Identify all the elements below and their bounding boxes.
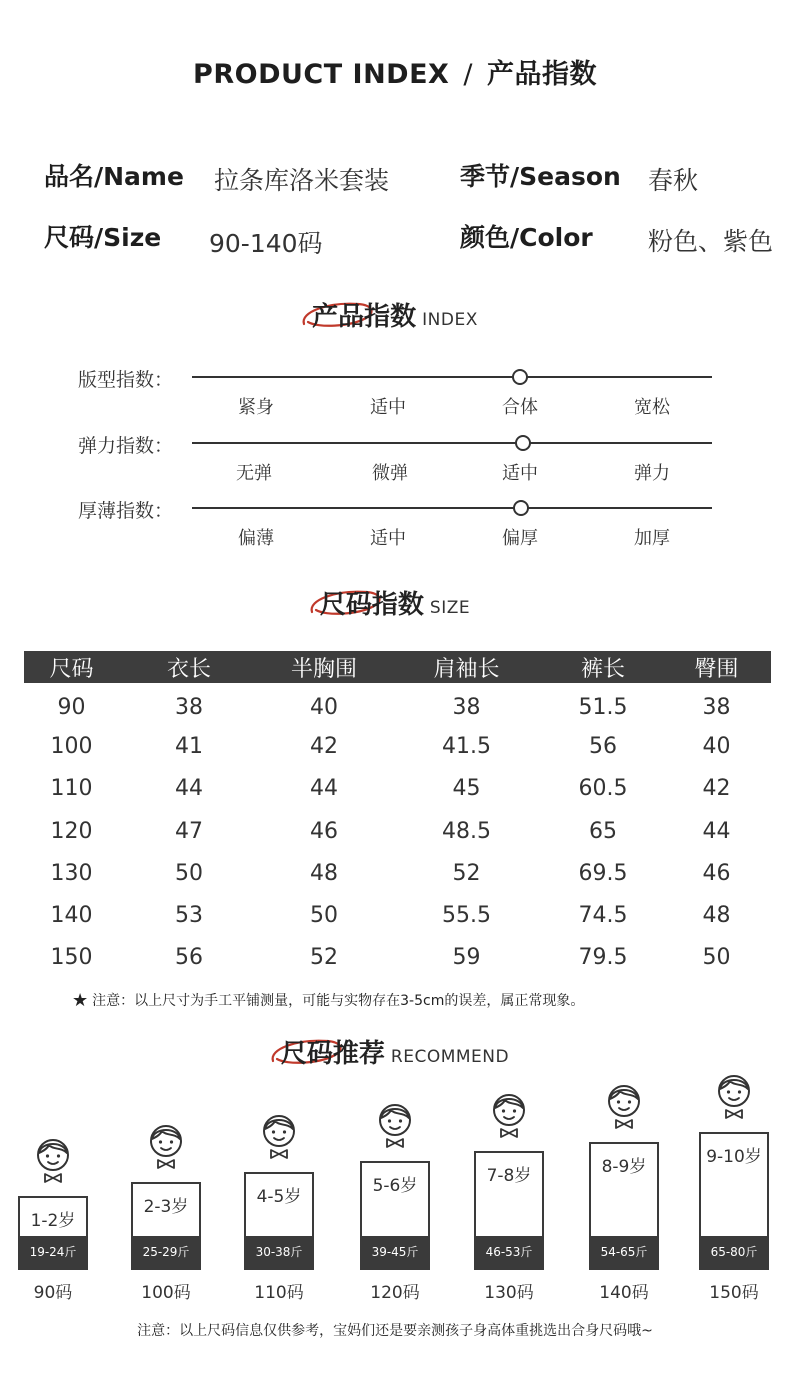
weight-label: 54-65斤 bbox=[591, 1236, 657, 1268]
table-cell: 52 bbox=[452, 860, 481, 886]
info-color bbox=[460, 218, 593, 254]
table-cell: 140 bbox=[50, 903, 93, 929]
size-table bbox=[24, 651, 771, 979]
info-season-value bbox=[648, 161, 698, 197]
table-cell: 110 bbox=[50, 776, 93, 802]
child-face-icon bbox=[257, 1112, 301, 1162]
table-row bbox=[24, 937, 771, 979]
info-season bbox=[460, 157, 621, 193]
column-header: 肩袖长 bbox=[389, 651, 544, 683]
recommend-section-title bbox=[0, 1033, 790, 1070]
weight-label: 46-53斤 bbox=[476, 1236, 542, 1268]
weight-label: 25-29斤 bbox=[133, 1236, 199, 1268]
weight-label: 30-38斤 bbox=[246, 1236, 312, 1268]
table-cell: 100 bbox=[50, 733, 93, 759]
table-cell: 90 bbox=[57, 694, 86, 720]
table-cell: 65 bbox=[589, 818, 617, 844]
child-face-icon bbox=[373, 1101, 417, 1151]
table-cell: 40 bbox=[702, 733, 731, 759]
index-marker bbox=[515, 435, 531, 451]
index-option: 微弹 bbox=[372, 463, 408, 484]
table-cell: 50 bbox=[175, 860, 203, 886]
age-label: 5-6岁 bbox=[372, 1176, 418, 1196]
table-cell: 51.5 bbox=[578, 694, 628, 720]
table-row bbox=[24, 725, 771, 767]
index-option: 无弹 bbox=[236, 463, 272, 484]
table-cell: 59 bbox=[452, 945, 481, 971]
size-label: 100码 bbox=[141, 1283, 191, 1303]
info-size-value bbox=[209, 224, 323, 260]
column-header: 半胸围 bbox=[259, 651, 389, 683]
child-face-icon bbox=[712, 1072, 756, 1122]
table-cell: 50 bbox=[702, 945, 731, 971]
season-value: 春秋 bbox=[648, 166, 699, 195]
table-cell: 38 bbox=[452, 694, 481, 720]
child-face-icon bbox=[602, 1082, 646, 1132]
color-value: 粉色、紫色 bbox=[648, 227, 774, 256]
season-label: 季节/Season bbox=[460, 162, 621, 191]
recommend-title-en: RECOMMEND bbox=[390, 1047, 510, 1067]
child-face-icon bbox=[144, 1122, 188, 1172]
table-cell: 52 bbox=[310, 945, 338, 971]
column-header: 尺码 bbox=[24, 651, 119, 683]
title-separator: / bbox=[463, 59, 473, 90]
index-option: 弹力 bbox=[634, 463, 670, 484]
table-cell: 44 bbox=[175, 776, 203, 802]
index-title-cn: 产品指数 bbox=[312, 302, 417, 332]
size-note bbox=[72, 990, 584, 1011]
recommend-card bbox=[18, 1196, 88, 1270]
size-label: 130码 bbox=[484, 1283, 534, 1303]
page-title bbox=[0, 52, 790, 91]
table-row bbox=[24, 894, 771, 936]
table-cell: 69.5 bbox=[578, 860, 628, 886]
index-marker bbox=[513, 500, 529, 516]
index-option: 紧身 bbox=[238, 397, 274, 418]
table-cell: 120 bbox=[50, 818, 93, 844]
index-option: 适中 bbox=[370, 397, 406, 418]
index-row-label: 弹力指数： bbox=[78, 435, 174, 457]
title-en-wrap bbox=[193, 59, 449, 90]
age-label: 9-10岁 bbox=[706, 1147, 762, 1167]
info-name bbox=[44, 157, 184, 193]
name-value: 拉条库洛米套装 bbox=[214, 166, 390, 195]
table-row bbox=[24, 683, 771, 725]
size-label: 150码 bbox=[709, 1283, 759, 1303]
child-face-icon bbox=[487, 1091, 531, 1141]
age-label: 2-3岁 bbox=[143, 1197, 189, 1217]
index-marker bbox=[512, 369, 528, 385]
size-label: 140码 bbox=[599, 1283, 649, 1303]
age-label: 1-2岁 bbox=[30, 1211, 76, 1231]
recommend-card bbox=[244, 1172, 314, 1270]
index-row-fit bbox=[0, 365, 790, 435]
column-header: 臀围 bbox=[662, 651, 771, 683]
table-cell: 60.5 bbox=[578, 776, 628, 802]
age-label: 8-9岁 bbox=[601, 1157, 647, 1177]
table-cell: 56 bbox=[175, 945, 203, 971]
table-cell: 46 bbox=[310, 818, 338, 844]
index-option: 偏厚 bbox=[502, 528, 538, 549]
table-cell: 44 bbox=[702, 818, 731, 844]
table-cell: 56 bbox=[589, 733, 617, 759]
size-label: 120码 bbox=[370, 1283, 420, 1303]
index-row-label: 厚薄指数： bbox=[78, 500, 174, 522]
table-row bbox=[24, 810, 771, 852]
table-cell: 48 bbox=[702, 903, 731, 929]
title-cn: 产品指数 bbox=[486, 59, 597, 90]
info-size bbox=[44, 218, 161, 254]
recommend-title-cn: 尺码推荐 bbox=[280, 1039, 385, 1069]
table-cell: 53 bbox=[175, 903, 203, 929]
size-note-text: 注意：以上尺寸为手工平铺测量，可能与实物存在3-5cm的误差，属正常现象。 bbox=[92, 993, 585, 1009]
table-cell: 74.5 bbox=[578, 903, 628, 929]
size-value: 90-140码 bbox=[209, 229, 323, 258]
table-cell: 48 bbox=[310, 860, 338, 886]
index-option: 适中 bbox=[502, 463, 538, 484]
table-cell: 38 bbox=[702, 694, 731, 720]
table-cell: 40 bbox=[310, 694, 338, 720]
name-label: 品名/Name bbox=[44, 162, 184, 191]
table-header-row bbox=[24, 651, 771, 683]
index-track bbox=[192, 507, 712, 509]
table-cell: 42 bbox=[702, 776, 731, 802]
info-name-value bbox=[214, 161, 389, 197]
info-color-value bbox=[648, 222, 773, 258]
recommend-card bbox=[131, 1182, 201, 1270]
index-section-title bbox=[0, 296, 790, 333]
table-cell: 79.5 bbox=[578, 945, 628, 971]
weight-label: 39-45斤 bbox=[362, 1236, 428, 1268]
size-section-title bbox=[0, 584, 790, 621]
table-cell: 38 bbox=[175, 694, 203, 720]
size-title-cn: 尺码指数 bbox=[319, 590, 424, 620]
index-title-en: INDEX bbox=[422, 310, 478, 330]
index-row-label: 版型指数： bbox=[78, 369, 174, 391]
index-track bbox=[192, 442, 712, 444]
child-face-icon bbox=[31, 1136, 75, 1186]
index-option: 适中 bbox=[370, 528, 406, 549]
size-table-body bbox=[24, 683, 771, 979]
color-label: 颜色/Color bbox=[460, 223, 593, 252]
size-label: 110码 bbox=[254, 1283, 304, 1303]
size-title-en: SIZE bbox=[429, 598, 471, 618]
size-label: 90码 bbox=[33, 1283, 73, 1303]
weight-label: 19-24斤 bbox=[20, 1236, 86, 1268]
table-cell: 44 bbox=[310, 776, 338, 802]
index-option: 加厚 bbox=[634, 528, 670, 549]
age-label: 7-8岁 bbox=[486, 1166, 532, 1186]
table-cell: 150 bbox=[50, 945, 93, 971]
index-option: 宽松 bbox=[634, 397, 670, 418]
recommend-note: 注意：以上尺码信息仅供参考，宝妈们还是要亲测孩子身高体重挑选出合身尺码哦~ bbox=[137, 1323, 653, 1339]
table-cell: 55.5 bbox=[442, 903, 491, 929]
table-cell: 130 bbox=[50, 860, 93, 886]
index-row-thickness bbox=[0, 496, 790, 566]
title-en: PRODUCT INDEX bbox=[193, 59, 450, 90]
star-icon: ★ bbox=[72, 990, 89, 1011]
table-row bbox=[24, 852, 771, 894]
recommend-card bbox=[360, 1161, 430, 1270]
index-option: 合体 bbox=[502, 397, 538, 418]
table-cell: 42 bbox=[310, 733, 338, 759]
recommend-card bbox=[699, 1132, 769, 1270]
index-option: 偏薄 bbox=[238, 528, 274, 549]
recommend-card bbox=[474, 1151, 544, 1270]
column-header: 衣长 bbox=[119, 651, 259, 683]
table-cell: 50 bbox=[310, 903, 338, 929]
size-label: 尺码/Size bbox=[44, 223, 162, 252]
table-cell: 45 bbox=[452, 776, 481, 802]
recommend-card bbox=[589, 1142, 659, 1270]
weight-label: 65-80斤 bbox=[701, 1236, 767, 1268]
table-cell: 48.5 bbox=[442, 818, 491, 844]
index-row-elasticity bbox=[0, 431, 790, 501]
table-cell: 47 bbox=[175, 818, 203, 844]
index-track bbox=[192, 376, 712, 378]
table-row bbox=[24, 768, 771, 810]
table-cell: 41 bbox=[175, 733, 203, 759]
age-label: 4-5岁 bbox=[256, 1187, 302, 1207]
table-cell: 46 bbox=[702, 860, 731, 886]
column-header: 裤长 bbox=[544, 651, 662, 683]
table-cell: 41.5 bbox=[442, 733, 491, 759]
